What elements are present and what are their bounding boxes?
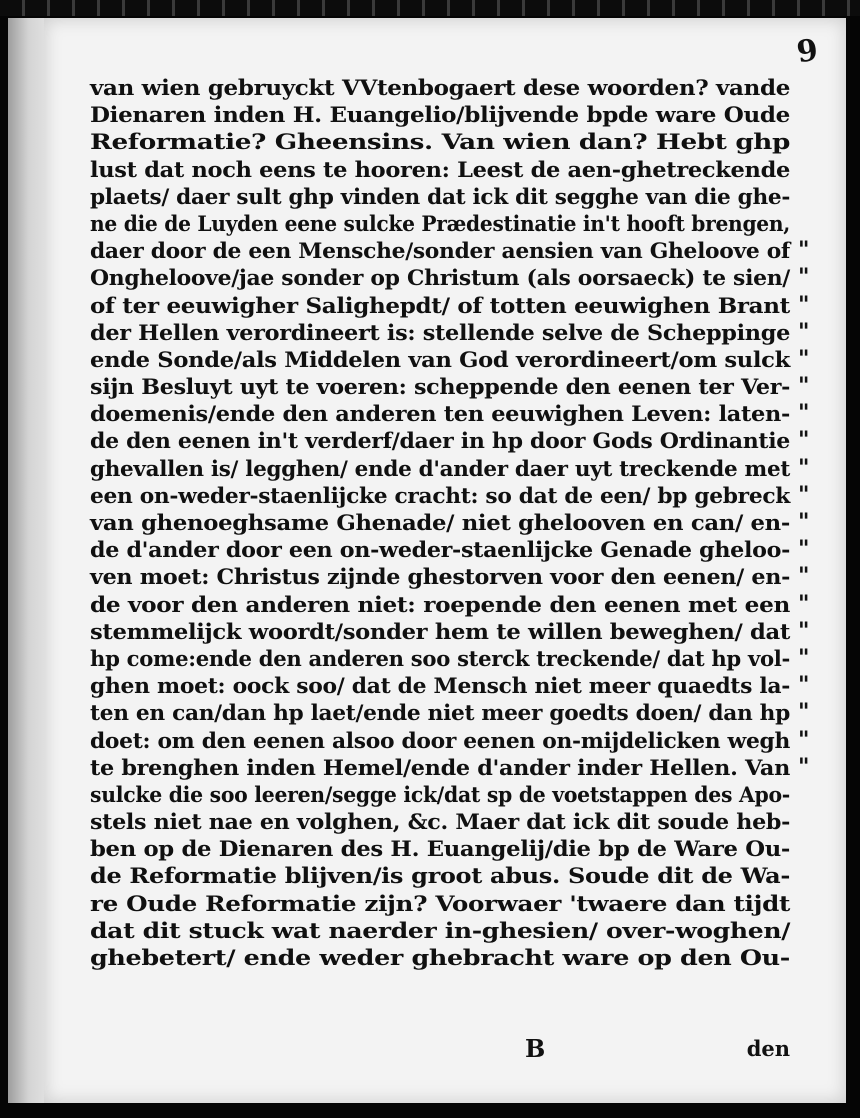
line-text: sulcke die soo leeren/segge ick/dat sp de voetstappen des Apo- bbox=[90, 781, 790, 807]
line-text: stels niet nae en volghen, &c. Maer dat ick dit soude heb- bbox=[90, 809, 790, 835]
text-line bbox=[90, 183, 790, 210]
text-line bbox=[90, 264, 810, 291]
text-line bbox=[90, 237, 810, 264]
line-text: ben op de Dienaren des H. Euangelij/die bp de Ware Ou- bbox=[90, 836, 791, 862]
text-line bbox=[90, 672, 810, 699]
text-line bbox=[90, 808, 790, 835]
footer-row bbox=[90, 1034, 790, 1064]
line-text: een on-weder-staenlijcke cracht: so dat de een/ bp gebreck bbox=[90, 482, 790, 508]
line-text: de Reformatie blijven/is groot abus. Soude dit de Wa- bbox=[90, 863, 791, 889]
margin-quote-mark: " bbox=[798, 318, 810, 345]
text-line bbox=[90, 699, 810, 726]
line-text: lust dat noch eens te hooren: Leest de aen-ghetreckende bbox=[90, 156, 790, 182]
text-line bbox=[90, 536, 810, 563]
line-text: ghen moet: oock soo/ dat de Mensch niet meer quaedts la- bbox=[90, 673, 790, 699]
line-text: doet: om den eenen alsoo door eenen on-mijdelicken wegh bbox=[90, 727, 790, 753]
text-line bbox=[90, 835, 790, 862]
text-line bbox=[90, 345, 810, 373]
text-line bbox=[90, 74, 790, 101]
margin-quote-mark: " bbox=[798, 345, 810, 372]
text-line bbox=[90, 726, 810, 754]
margin-quote-mark: " bbox=[798, 427, 810, 454]
line-text: der Hellen verordineert is: stellende selve de Scheppinge bbox=[90, 319, 791, 345]
line-text: sijn Besluyt uyt te voeren: scheppende den eenen ter Ver- bbox=[90, 374, 790, 400]
line-text: hp come:ende den anderen soo sterck treckende/ dat hp vol- bbox=[90, 645, 791, 671]
margin-quote-mark: " bbox=[798, 617, 810, 644]
line-text: of ter eeuwigher Salighepdt/ of totten eeuwighen Brant bbox=[90, 292, 790, 318]
line-text: Dienaren inden H. Euangelio/blijvende bpde ware Oude bbox=[90, 102, 790, 128]
top-border bbox=[0, 0, 860, 16]
margin-quote-mark: " bbox=[798, 400, 810, 427]
line-text: de d'ander door een on-weder-staenlijcke Genade gheloo- bbox=[90, 537, 790, 563]
line-text: ghevallen is/ legghen/ ende d'ander daer uyt treckende met bbox=[90, 455, 790, 481]
line-text: de voor den anderen niet: roepende den eenen met een bbox=[90, 591, 790, 617]
book-page bbox=[44, 18, 846, 1103]
margin-quote-mark: " bbox=[798, 753, 810, 780]
line-text: plaets/ daer sult ghp vinden dat ick dit segghe van die ghe- bbox=[90, 183, 790, 209]
line-text: van ghenoeghsame Ghenade/ niet ghelooven en can/ en- bbox=[90, 510, 790, 535]
text-line bbox=[90, 156, 790, 183]
line-text: daer door de een Mensche/sonder aensien van Gheloove of bbox=[90, 238, 790, 264]
line-text: te brenghen inden Hemel/ende d'ander inder Hellen. Van bbox=[90, 754, 790, 780]
text-line bbox=[90, 644, 810, 672]
line-text: dat dit stuck wat naerder in-ghesien/ over-woghen/ bbox=[90, 917, 790, 943]
text-block bbox=[90, 74, 810, 971]
line-text: re Oude Reformatie zijn? Voorwaer 'twaere dan tijdt bbox=[90, 890, 790, 916]
margin-quote-mark: " bbox=[798, 481, 810, 508]
margin-quote-mark: " bbox=[798, 264, 810, 291]
margin-quote-mark: " bbox=[798, 291, 810, 318]
line-text: stemmelijck woordt/sonder hem te willen beweghen/ dat bbox=[90, 618, 790, 644]
text-line bbox=[90, 291, 810, 319]
line-text: Ongheloove/jae sonder op Christum (als oorsaeck) te sien/ bbox=[90, 265, 791, 291]
text-line bbox=[90, 509, 810, 536]
line-text: ven moet: Christus zijnde ghestorven voor den eenen/ en- bbox=[90, 564, 791, 590]
margin-quote-mark: " bbox=[798, 454, 810, 481]
margin-quote-mark: " bbox=[798, 237, 810, 264]
margin-quote-mark: " bbox=[798, 590, 810, 617]
line-text: van wien gebruyckt VVtenbogaert dese woorden? vande bbox=[90, 75, 790, 100]
catchword: den bbox=[746, 1036, 790, 1061]
text-line bbox=[90, 917, 790, 944]
text-line bbox=[90, 373, 810, 400]
text-line bbox=[90, 753, 810, 781]
page-number: 9 bbox=[794, 32, 821, 71]
text-line bbox=[90, 944, 790, 971]
margin-quote-mark: " bbox=[798, 699, 810, 726]
line-text: de den eenen in't verderf/daer in hp door Gods Ordinantie bbox=[90, 428, 791, 454]
text-line bbox=[90, 617, 810, 645]
margin-quote-mark: " bbox=[798, 509, 810, 535]
line-text: doemenis/ende den anderen ten eeuwighen Leven: laten- bbox=[90, 401, 790, 427]
text-line bbox=[90, 781, 790, 808]
line-text: ten en can/dan hp laet/ende niet meer goedts doen/ dan hp bbox=[90, 700, 790, 726]
line-text: Reformatie? Gheensins. Van wien dan? Hebt ghp bbox=[90, 129, 790, 155]
margin-quote-mark: " bbox=[798, 672, 810, 699]
text-line bbox=[90, 400, 810, 427]
margin-quote-mark: " bbox=[798, 536, 810, 563]
text-line bbox=[90, 862, 790, 889]
line-text: ne die de Luyden eene sulcke Prædestinatie in't hooft brengen, bbox=[90, 210, 790, 236]
text-line bbox=[90, 210, 790, 237]
margin-quote-mark: " bbox=[798, 373, 810, 400]
line-text: ghebetert/ ende weder ghebracht ware op den Ou- bbox=[90, 945, 790, 970]
text-line bbox=[90, 563, 810, 590]
text-line bbox=[90, 890, 790, 917]
text-line bbox=[90, 427, 810, 454]
text-line bbox=[90, 318, 810, 346]
text-line bbox=[90, 454, 810, 482]
margin-quote-mark: " bbox=[798, 563, 810, 590]
text-line bbox=[90, 128, 790, 155]
margin-quote-mark: " bbox=[798, 644, 810, 671]
line-text: ende Sonde/als Middelen van God verordineert/om sulck bbox=[90, 346, 790, 372]
margin-quote-mark: " bbox=[798, 726, 810, 753]
text-line bbox=[90, 590, 810, 618]
text-line bbox=[90, 101, 790, 128]
signature-mark: B bbox=[525, 1034, 546, 1063]
text-line bbox=[90, 481, 810, 509]
